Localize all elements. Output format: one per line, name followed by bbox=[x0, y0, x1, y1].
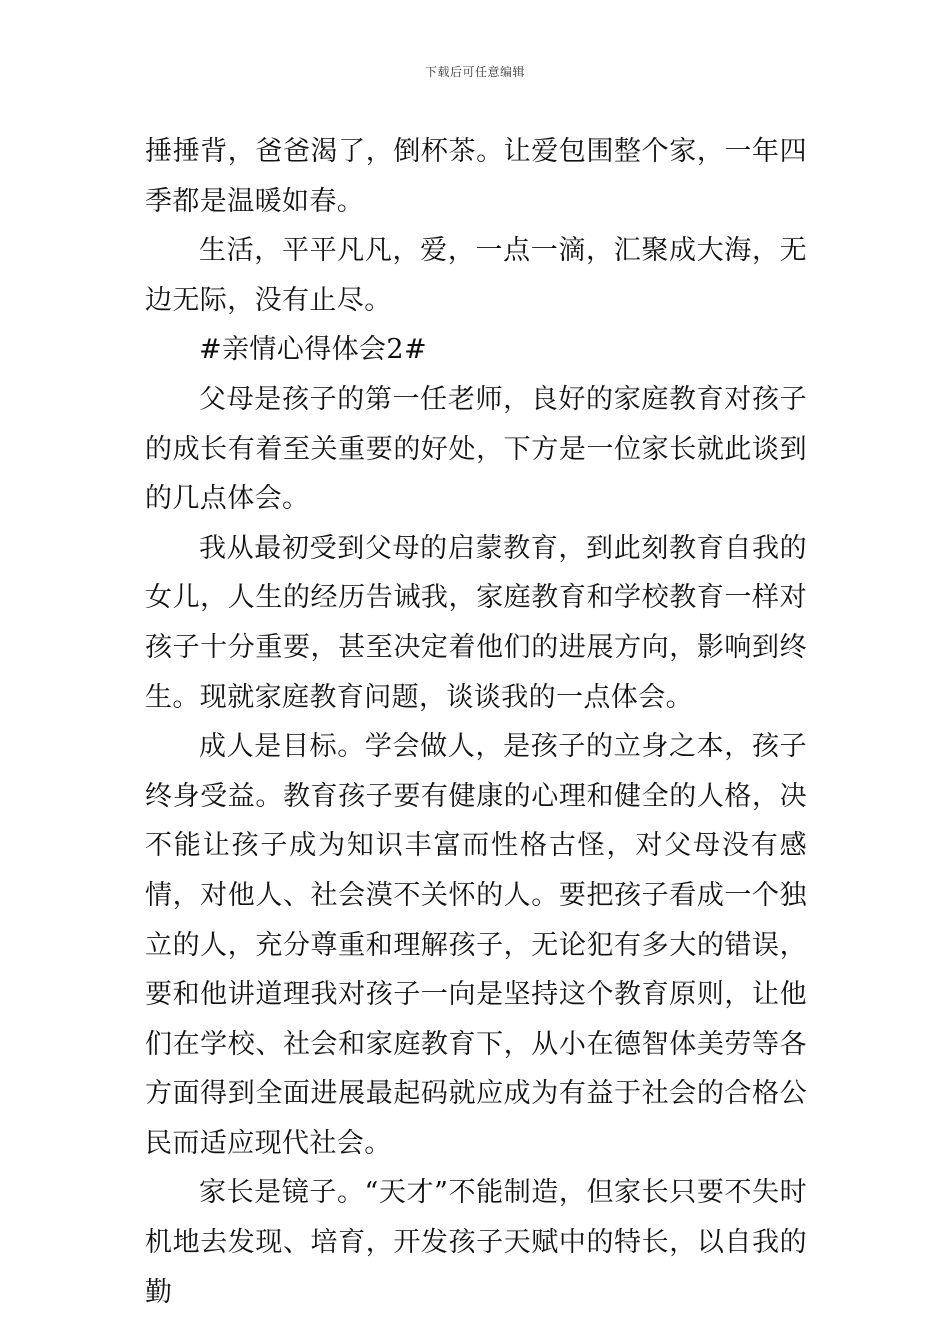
paragraph: 家长是镜子。“天才”不能制造，但家长只要不失时机地去发现、培育，开发孩子天赋中的特长，以自我的勤 bbox=[145, 1177, 807, 1308]
section-heading: #亲情心得体会2# bbox=[199, 334, 428, 366]
paragraph: 成人是目标。学会做人，是孩子的立身之本，孩子终身受益。教育孩子要有健康的心理和健全的人格，决不能让孩子成为知识丰富而性格古怪，对父母没有感情，对他人、社会漠不关怀的人。要把孩子看成一个独立的人，充分尊重和理解孩子，无论犯有多大的错误，要和他讲道理我对孩子一向是坚持这个教育原则，让他们在学校、社会和家庭教育下，从小在德智体美劳等各方面得到全面进展最起码就应成为有益于社会的合格公民而适应现代社会。 bbox=[145, 731, 807, 1159]
paragraph: 父母是孩子的第一任老师，良好的家庭教育对孩子的成长有着至关重要的好处，下方是一位家长就此谈到的几点体会。 bbox=[145, 383, 807, 515]
document-body bbox=[145, 127, 807, 1317]
page-header-note: 下载后可任意编辑 bbox=[424, 65, 525, 79]
paragraph: 捶捶背，爸爸渴了，倒杯茶。让爱包围整个家，一年四季都是温暖如春。 bbox=[145, 136, 807, 217]
paragraph: 生活，平平凡凡，爱，一点一滴，汇聚成大海，无边无际，没有止尽。 bbox=[145, 235, 807, 316]
paragraph: 我从最初受到父母的启蒙教育，到此刻教育自我的女儿，人生的经历告诫我，家庭教育和学校教育一样对孩子十分重要，甚至决定着他们的进展方向，影响到终生。现就家庭教育问题，谈谈我的一点体会。 bbox=[145, 532, 807, 713]
